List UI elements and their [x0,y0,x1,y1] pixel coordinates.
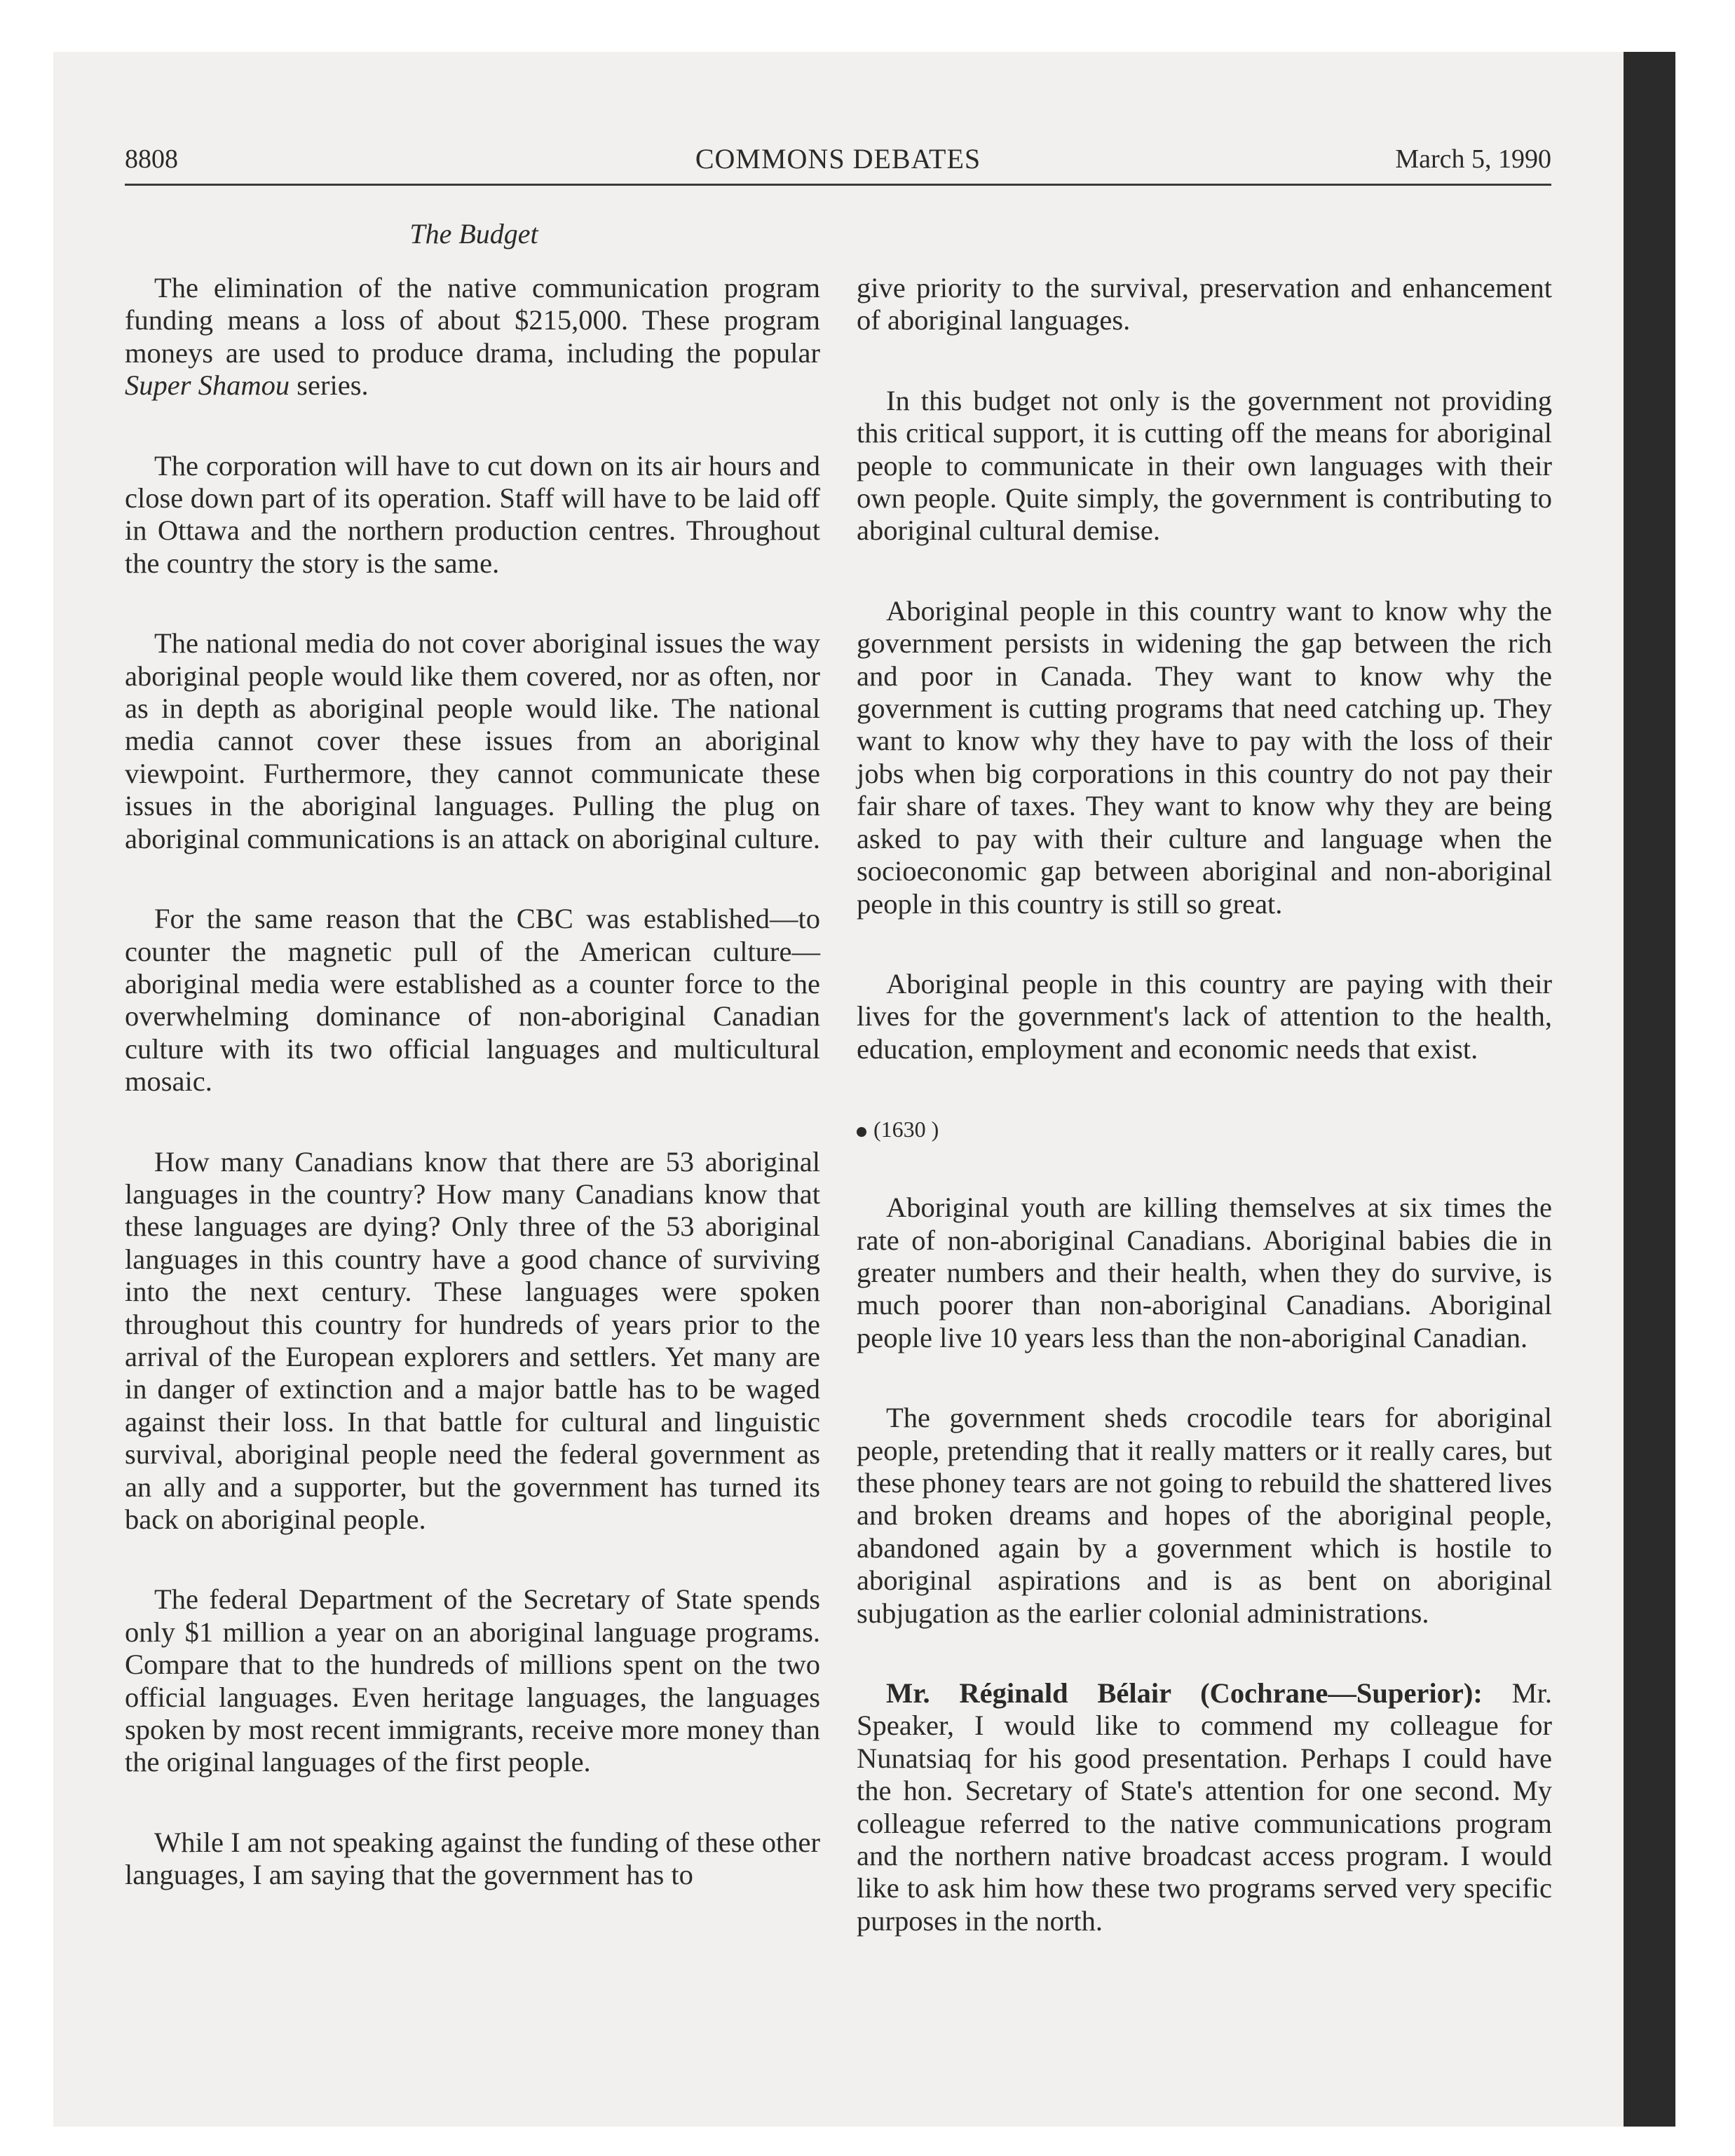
paragraph: Aboriginal people in this country want to know why the government persists in widening the gap between the rich and poor in Canada. They want to know why the government is cutting programs that need catching up. They want to know why they have to pay with the loss of their jobs when big corporations in this country do not pay their fair share of taxes. They want to know why they are being asked to pay with their culture and language when the socioeconomic gap between aboriginal and non-aboriginal people in this country is still so great. [857,594,1552,920]
paragraph: Aboriginal people in this country are paying with their lives for the government's lack of attention to the health, education, employment and economic needs that exist. [857,967,1552,1065]
speaker-paragraph: Mr. Réginald Bélair (Cochrane—Superior): Mr. Speaker, I would like to commend my colleague for Nunatsiaq for his good presentation. Perhaps I could have the hon. Secretary of State's attention for one second. My colleague referred to the native communications program and the northern native broadcast access program. I would like to ask him how these two programs served very specific purposes in the north. [857,1677,1553,1937]
paragraph: The corporation will have to cut down on its air hours and close down part of its operation. Staff will have to be laid off in Ottawa and the northern production centres. Throughout the country the story is the same. [125,449,820,579]
paragraph-continuation: give priority to the survival, preservation and enhancement of aboriginal languages. [857,272,1552,336]
paragraph: In this budget not only is the government not providing this critical support, it is cutting off the means for aboriginal people to communicate in their own languages with their own people. Quite simply, the government is contributing to aboriginal cultural demise. [857,384,1552,547]
paragraph: The federal Department of the Secretary of State spends only $1 million a year on an aboriginal language programs. Compare that to the hundreds of millions spent on the two official languages. Even heritage languages, the languages spoken by most recent immigrants, receive more money than the original languages of the first people. [125,1583,820,1778]
program-title: Super Shamou [125,369,290,402]
header-rule [125,184,1551,186]
section-title: The Budget [409,218,538,250]
paragraph: Aboriginal youth are killing themselves at six times the rate of non-aboriginal Canadians. Aboriginal babies die in greater numbers and their health, when they do survive, is much poorer than non-aboriginal Canadians. Aboriginal people live 10 years less than the non-aboriginal Canadian. [857,1192,1552,1353]
page-header [125,137,1551,181]
publication-title: COMMONS DEBATES [695,143,981,175]
binding-edge [1624,52,1675,2127]
time-marker: (1630 ) [857,1113,1552,1145]
bullet-icon [857,1127,866,1137]
publication-date: March 5, 1990 [1395,144,1551,174]
left-column [125,272,820,1939]
paragraph: The national media do not cover aboriginal issues the way aboriginal people would like them covered, nor as often, nor as in depth as aboriginal people would like. The national media cannot cover these issues from an aboriginal viewpoint. Furthermore, they cannot communicate these issues in the aboriginal languages. Pulling the plug on aboriginal communications is an attack on aboriginal culture. [125,627,820,854]
page-number: 8808 [125,144,178,174]
paragraph: How many Canadians know that there are 53 aboriginal languages in the country? How many Canadians know that these languages are dying? Only three of the 53 aboriginal languages in this country have a good chance of surviving into the next century. These languages were spoken throughout this country for hundreds of years prior to the arrival of the European explorers and settlers. Yet many are in danger of extinction and a major battle has to be waged against their loss. In that battle for cultural and linguistic survival, aboriginal people need the federal government as an ally and a supporter, but the government has turned its back on aboriginal people. [125,1145,820,1535]
paragraph: While I am not speaking against the funding of these other languages, I am saying that the government has to [125,1826,820,1891]
paragraph: The government sheds crocodile tears for aboriginal people, pretending that it really matters or it really cares, but these phoney tears are not going to rebuild the shattered lives and broken dreams and hopes of the aboriginal people, abandoned again by a government which is hostile to aboriginal aspirations and is as bent on aboriginal subjugation as the earlier colonial administrations. [857,1402,1552,1629]
paragraph: The elimination of the native communication program funding means a loss of about $215,000. These program moneys are used to produce drama, including the popular Super Shamou series. [125,272,820,402]
right-column [857,272,1552,1985]
speaker-name: Mr. Réginald Bélair (Cochrane—Superior): [886,1677,1483,1709]
paragraph: For the same reason that the CBC was established—to counter the magnetic pull of the American culture—aboriginal media were established as a counter force to the overwhelming dominance of non-aboriginal Canadian culture with its two official languages and multicultural mosaic. [125,903,820,1098]
